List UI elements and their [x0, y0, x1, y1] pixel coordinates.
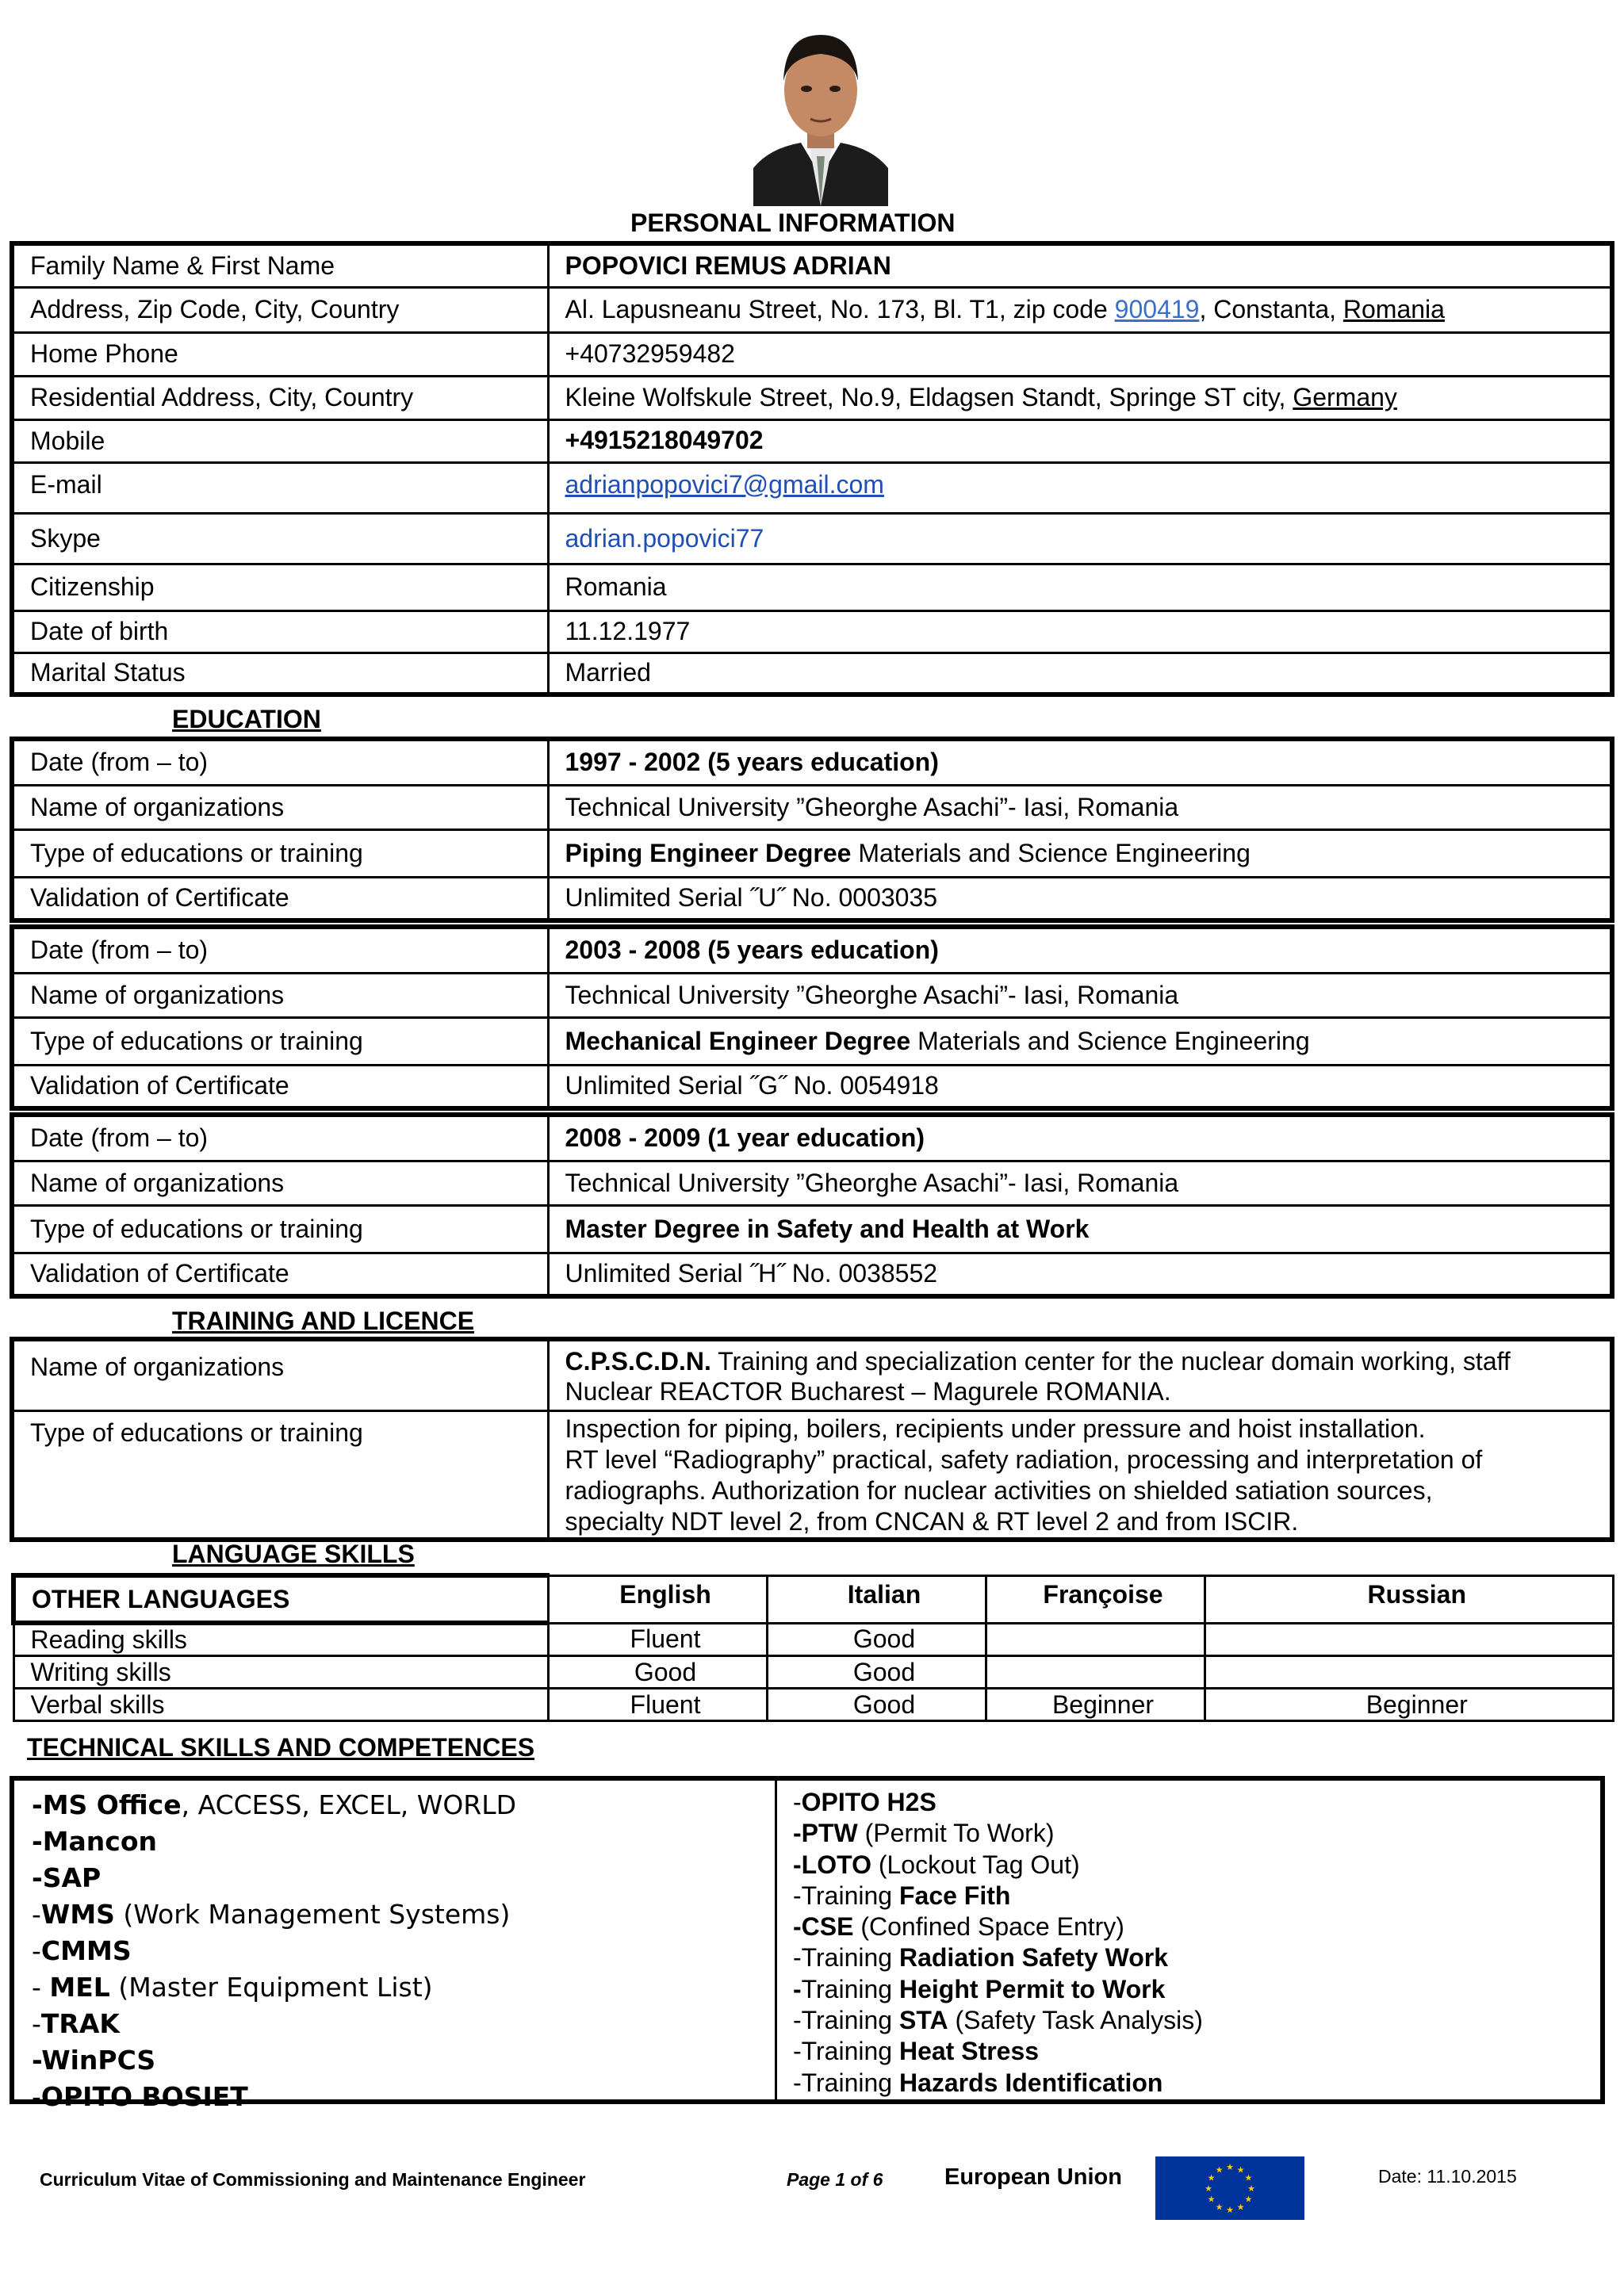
email-label: E-mail — [12, 462, 548, 513]
edu2-validation-value: Unlimited Serial ˝G˝ No. 0054918 — [548, 1065, 1612, 1108]
tech-right-item: -Training STA (Safety Task Analysis) — [793, 2006, 1203, 2035]
education-table-1 — [10, 737, 1614, 923]
edu1-org-value: Technical University ”Gheorghe Asachi”- Iasi, Romania — [548, 785, 1612, 829]
education-table-2 — [10, 924, 1614, 1111]
edu3-org-label: Name of organizations — [12, 1161, 548, 1205]
technical-skills-left — [14, 1781, 777, 2112]
zip-code-link[interactable]: 900419 — [1114, 295, 1200, 323]
address-country: Romania — [1342, 295, 1445, 323]
edu3-validation-label: Validation of Certificate — [12, 1253, 548, 1296]
writing-russian — [1205, 1656, 1614, 1689]
citizenship-label: Citizenship — [12, 564, 548, 610]
training-table — [10, 1337, 1614, 1542]
tech-right-item: -Training Face Fith — [793, 1881, 1011, 1910]
tech-right-item: -Training Hazards Identification — [793, 2068, 1163, 2097]
residential-country: Germany — [1293, 383, 1397, 411]
tech-left-item: -SAP — [32, 1862, 102, 1893]
education-table-3 — [10, 1112, 1614, 1299]
technical-skills-box — [10, 1776, 1605, 2112]
verbal-italian: Good — [767, 1689, 986, 1721]
tech-left-item: -MS Office, ACCESS, EXCEL, WORLD — [32, 1789, 517, 1820]
dob-value: 11.12.1977 — [548, 610, 1612, 652]
verbal-russian: Beginner — [1205, 1689, 1614, 1721]
skype-value-cell — [548, 513, 1612, 564]
lang-col-italian: Italian — [767, 1575, 986, 1623]
tech-left-item: - MEL (Master Equipment List) — [32, 1972, 433, 2003]
verbal-english: Fluent — [548, 1689, 767, 1721]
eu-star-icon: ★ — [1207, 2195, 1216, 2205]
edu1-type-label: Type of educations or training — [12, 829, 548, 877]
verbal-francoise: Beginner — [986, 1689, 1205, 1721]
edu3-date-value: 2008 - 2009 (1 year education) — [548, 1115, 1612, 1161]
edu3-validation-value: Unlimited Serial ˝H˝ No. 0038552 — [548, 1253, 1612, 1296]
writing-skills-label: Writing skills — [13, 1656, 548, 1689]
tech-right-item: -Training Heat Stress — [793, 2037, 1040, 2066]
edu3-org-value: Technical University ”Gheorghe Asachi”- Iasi, Romania — [548, 1161, 1612, 1205]
family-name-value: POPOVICI REMUS ADRIAN — [548, 243, 1612, 287]
marital-label: Marital Status — [12, 652, 548, 695]
personal-info-title: PERSONAL INFORMATION — [630, 209, 956, 237]
email-value-cell — [548, 462, 1612, 513]
eu-star-icon: ★ — [1215, 2165, 1224, 2175]
other-languages-header: OTHER LANGUAGES — [13, 1575, 548, 1623]
edu1-validation-value: Unlimited Serial ˝U˝ No. 0003035 — [548, 877, 1612, 920]
eu-star-icon: ★ — [1207, 2173, 1216, 2183]
eu-star-icon: ★ — [1205, 2184, 1212, 2194]
training-org-value: C.P.S.C.D.N. Training and specialization center for the nuclear domain working, staff Nuclear REACTOR Bucharest – Magurele ROMANIA. — [548, 1339, 1612, 1410]
edu2-org-label: Name of organizations — [12, 973, 548, 1017]
tech-left-item: -CMMS — [32, 1935, 132, 1966]
training-org-label: Name of organizations — [12, 1339, 548, 1410]
tech-right-item: -CSE (Confined Space Entry) — [793, 1912, 1124, 1942]
edu3-type-label: Type of educations or training — [12, 1205, 548, 1253]
address-label: Address, Zip Code, City, Country — [12, 287, 548, 332]
writing-english: Good — [548, 1656, 767, 1689]
tech-right-item: -Training Radiation Safety Work — [793, 1943, 1168, 1973]
edu1-date-label: Date (from – to) — [12, 739, 548, 785]
tech-left-item: -WMS (Work Management Systems) — [32, 1899, 511, 1930]
edu2-date-label: Date (from – to) — [12, 927, 548, 973]
tech-right-item: -OPITO H2S — [793, 1788, 936, 1816]
training-title: TRAINING AND LICENCE — [172, 1307, 475, 1335]
home-phone-value: +40732959482 — [548, 332, 1612, 376]
eu-star-icon: ★ — [1226, 2206, 1234, 2215]
lang-col-english: English — [548, 1575, 767, 1623]
lang-col-russian: Russian — [1205, 1575, 1614, 1623]
reading-english: Fluent — [548, 1623, 767, 1656]
edu1-type-value: Piping Engineer Degree Materials and Science Engineering — [548, 829, 1612, 877]
lang-col-francoise: Françoise — [986, 1575, 1205, 1623]
footer-cv-title: Curriculum Vitae of Commissioning and Maintenance Engineer — [40, 2169, 586, 2190]
writing-italian: Good — [767, 1656, 986, 1689]
eu-star-icon: ★ — [1226, 2163, 1234, 2172]
reading-skills-label: Reading skills — [13, 1623, 548, 1656]
eu-star-icon: ★ — [1236, 2165, 1245, 2175]
eu-star-icon: ★ — [1247, 2184, 1255, 2194]
footer-date: Date: 11.10.2015 — [1378, 2166, 1517, 2187]
edu1-org-label: Name of organizations — [12, 785, 548, 829]
skype-value[interactable]: adrian.popovici77 — [565, 523, 764, 553]
mobile-label: Mobile — [12, 419, 548, 462]
tech-left-item: -WinPCS — [32, 2045, 156, 2076]
verbal-skills-label: Verbal skills — [13, 1689, 548, 1721]
address-value: Al. Lapusneanu Street, No. 173, Bl. T1, zip code 900419, Constanta, Romania — [548, 287, 1612, 332]
eu-star-icon: ★ — [1244, 2195, 1253, 2205]
edu2-type-value: Mechanical Engineer Degree Materials and Science Engineering — [548, 1017, 1612, 1065]
residential-address-label: Residential Address, City, Country — [12, 376, 548, 419]
citizenship-value: Romania — [548, 564, 1612, 610]
skype-label: Skype — [12, 513, 548, 564]
edu3-type-value: Master Degree in Safety and Health at Work — [548, 1205, 1612, 1253]
footer-page-number: Page 1 of 6 — [787, 2169, 883, 2190]
residential-address-value: Kleine Wolfskule Street, No.9, Eldagsen Standt, Springe ST city, Germany — [548, 376, 1612, 419]
reading-francoise — [986, 1623, 1205, 1656]
edu2-date-value: 2003 - 2008 (5 years education) — [548, 927, 1612, 973]
edu1-date-value: 1997 - 2002 (5 years education) — [548, 739, 1612, 785]
dob-label: Date of birth — [12, 610, 548, 652]
home-phone-label: Home Phone — [12, 332, 548, 376]
edu2-type-label: Type of educations or training — [12, 1017, 548, 1065]
email-link[interactable]: adrianpopovici7@gmail.com — [565, 469, 884, 499]
technical-skills-right — [777, 1781, 1602, 2099]
family-name-label: Family Name & First Name — [12, 243, 548, 287]
tech-left-item: -OPITO BOSIET — [32, 2081, 248, 2112]
eu-star-icon: ★ — [1236, 2202, 1245, 2213]
personal-info-table — [10, 241, 1614, 697]
tech-left-item: -TRAK — [32, 2008, 120, 2039]
technical-title: TECHNICAL SKILLS AND COMPETENCES — [27, 1733, 535, 1762]
language-title: LANGUAGE SKILLS — [172, 1540, 415, 1568]
tech-right-item: -LOTO (Lockout Tag Out) — [793, 1850, 1080, 1879]
tech-left-item: -Mancon — [32, 1826, 158, 1857]
edu2-org-value: Technical University ”Gheorghe Asachi”- Iasi, Romania — [548, 973, 1612, 1017]
education-title: EDUCATION — [172, 705, 321, 733]
training-type-label: Type of educations or training — [12, 1410, 548, 1540]
mobile-value: +4915218049702 — [548, 419, 1612, 462]
eu-flag-icon — [1155, 2156, 1304, 2220]
edu2-validation-label: Validation of Certificate — [12, 1065, 548, 1108]
reading-russian — [1205, 1623, 1614, 1656]
edu3-date-label: Date (from – to) — [12, 1115, 548, 1161]
eu-star-icon: ★ — [1215, 2202, 1224, 2213]
footer-eu-label: European Union — [944, 2164, 1122, 2190]
tech-right-item: -PTW (Permit To Work) — [793, 1819, 1055, 1848]
eu-star-icon: ★ — [1244, 2173, 1253, 2183]
language-table — [11, 1573, 1614, 1722]
tech-right-item: -Training Height Permit to Work — [793, 1974, 1166, 2003]
training-type-value: Inspection for piping, boilers, recipients under pressure and hoist installation. RT level “Radiography” practical, safety radiation, processing and interpretation of radiographs. Authorization for nuclear activities on shielded satiation sources, specialty NDT level 2, from CNCAN & RT level 2 and from ISCIR. — [548, 1410, 1612, 1540]
reading-italian: Good — [767, 1623, 986, 1656]
edu1-validation-label: Validation of Certificate — [12, 877, 548, 920]
marital-value: Married — [548, 652, 1612, 695]
writing-francoise — [986, 1656, 1205, 1689]
profile-photo — [753, 17, 888, 206]
